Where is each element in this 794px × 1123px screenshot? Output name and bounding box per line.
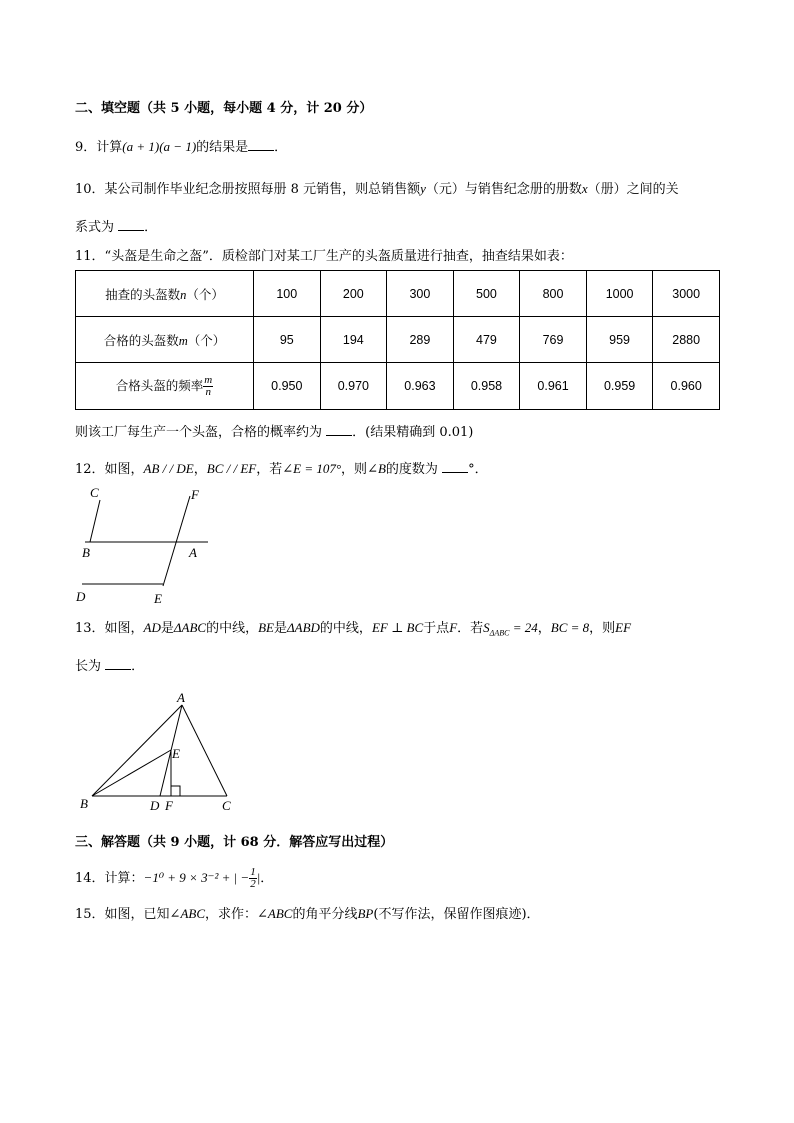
- q10-line2: 系式为: [75, 220, 115, 235]
- q11-after-a: 则该工厂每生产一个头盔，合格的概率约为: [75, 425, 323, 440]
- table-cell: 0.959: [586, 363, 653, 410]
- table-cell: 289: [387, 317, 454, 363]
- table-row-header: 合格的头盔数m（个）: [76, 317, 254, 363]
- label-e: E: [154, 591, 162, 606]
- q13-point-f: F: [449, 620, 458, 635]
- q13-p4: 是: [274, 621, 288, 636]
- label-f: F: [165, 798, 173, 813]
- q13-p5: 的中线，: [319, 621, 372, 636]
- section-title-solutions: 三、解答题（共 9 小题，计 68 分．解答应写出过程）: [75, 835, 394, 850]
- table-row: [76, 363, 720, 410]
- q15-suffix: (不写作法，保留作图痕迹)．: [373, 907, 540, 922]
- q12-suffix: 的度数为: [385, 462, 438, 477]
- table-cell: 959: [586, 317, 653, 363]
- table-row-header: 抽查的头盔数n（个）: [76, 271, 254, 317]
- q13-triangle-abc: ΔABC: [173, 620, 207, 635]
- q9-suffix: 的结果是: [196, 140, 249, 155]
- question-12: [75, 459, 488, 479]
- table-cell: 300: [387, 271, 454, 317]
- side-ab: [92, 705, 182, 796]
- table-cell: 0.963: [387, 363, 454, 410]
- q13-p7: ．若: [457, 621, 484, 636]
- q11-after-b: ．(结果精确到 0.01): [352, 425, 474, 440]
- q15-prefix: 15．如图，已知: [75, 907, 170, 922]
- table-cell: 0.961: [520, 363, 587, 410]
- q14-end: ．: [260, 871, 274, 886]
- q12-cond-ab-de: AB / / DE: [143, 461, 194, 476]
- q10-var-x: x: [581, 181, 588, 196]
- q13-triangle-abd: ΔABD: [287, 620, 320, 635]
- q10-answer-blank[interactable]: [118, 217, 144, 231]
- label-a: A: [189, 545, 197, 560]
- q13-p3: 的中线，: [206, 621, 259, 636]
- q12-cond-angle-e: ∠E = 107°: [282, 461, 342, 476]
- frequency-fraction: $\frac{m}{n}$: [204, 373, 213, 398]
- q13-end: ．: [131, 659, 145, 674]
- q15-bp: BP: [357, 906, 374, 921]
- label-f: F: [191, 487, 199, 502]
- label-c: C: [222, 798, 231, 813]
- q12-answer-blank[interactable]: [442, 459, 468, 473]
- table-cell: 194: [320, 317, 387, 363]
- table-cell: 95: [254, 317, 321, 363]
- label-c: C: [90, 485, 99, 500]
- question-11-after: [75, 422, 473, 442]
- table-row: [76, 271, 720, 317]
- q14-prefix: 14．计算：: [75, 871, 144, 886]
- q13-area: $S_{\Delta ABC} = 24$: [483, 620, 538, 638]
- q12-parallel-lines-figure: [70, 482, 220, 610]
- q13-answer-blank[interactable]: [105, 656, 131, 670]
- q13-ef: EF: [615, 620, 632, 635]
- q9-end: ．: [274, 140, 288, 155]
- table-row: [76, 317, 720, 363]
- table-cell: 0.958: [453, 363, 520, 410]
- q13-be: BE: [258, 620, 274, 635]
- q9-prefix: 9．计算: [75, 140, 123, 155]
- helmet-inspection-table: [75, 270, 720, 410]
- median-be: [92, 750, 171, 796]
- table-cell: 100: [254, 271, 321, 317]
- table-cell: 0.950: [254, 363, 321, 410]
- q14-fraction: $\frac{1}{2}$: [250, 866, 256, 890]
- q15-mid: ，求作：: [205, 907, 258, 922]
- q13-line2: 长为: [75, 659, 102, 674]
- question-10-line-1: [75, 180, 679, 199]
- question-13-line-1: [75, 619, 631, 643]
- q9-expression: (a + 1)(a − 1): [122, 139, 197, 154]
- label-d: D: [76, 589, 86, 604]
- q10-var-y: y: [420, 181, 426, 196]
- q9-answer-blank[interactable]: [248, 137, 274, 151]
- line-fe: [163, 496, 190, 586]
- q10-text-a: 10．某公司制作毕业纪念册按照每册 8 元销售，则总销售额: [75, 182, 421, 197]
- q13-ef-perp-bc: EF ⊥ BC: [371, 620, 424, 635]
- label-b: B: [80, 796, 88, 811]
- section-title-fill-in: 二、填空题（共 5 小题，每小题 4 分，计 20 分）: [75, 101, 373, 116]
- q13-p9: ，则: [589, 621, 616, 636]
- table-cell: 200: [320, 271, 387, 317]
- q12-prefix: 12．如图，: [75, 462, 144, 477]
- table-cell: 0.960: [653, 363, 720, 410]
- table-cell: 2880: [653, 317, 720, 363]
- q12-mid2: ，则: [341, 462, 368, 477]
- question-13-line-2: [75, 656, 144, 676]
- q15-angle-abc-2: ∠ABC: [257, 906, 293, 921]
- q10-text-b: （元）与销售纪念册的册数: [425, 182, 582, 197]
- line-bc: [90, 500, 100, 542]
- q12-cond-bc-ef: BC / / EF: [206, 461, 257, 476]
- q11-answer-blank[interactable]: [326, 422, 352, 436]
- question-15: [75, 905, 540, 924]
- table-cell: 3000: [653, 271, 720, 317]
- question-9: [75, 137, 287, 157]
- q12-end: °．: [468, 462, 488, 477]
- q13-p6: 于点: [423, 621, 450, 636]
- right-angle-mark: [171, 786, 180, 796]
- table-cell: 800: [520, 271, 587, 317]
- table-cell: 479: [453, 317, 520, 363]
- question-11-intro: 11．“头盔是生命之盔”．质检部门对某工厂生产的头盔质量进行抽查，抽查结果如表：: [75, 249, 573, 264]
- label-e: E: [172, 746, 180, 761]
- q10-end: ．: [144, 220, 158, 235]
- question-10-line-2: [75, 217, 157, 237]
- q13-ad: AD: [143, 620, 161, 635]
- table-row-header: 合格头盔的频率 $\frac{m}{n}$: [76, 363, 254, 410]
- q13-bc-length: BC = 8: [550, 620, 590, 635]
- question-14: [75, 864, 273, 893]
- q13-p8: ，: [537, 621, 551, 636]
- side-ac: [182, 705, 227, 796]
- q14-expression-a: −1⁰ + 9 × 3⁻² + | −: [143, 870, 250, 885]
- q10-text-c: （册）之间的关: [587, 182, 679, 197]
- q14-expression-b: |: [256, 870, 261, 885]
- table-cell: 0.970: [320, 363, 387, 410]
- q12-sep: ，: [193, 462, 207, 477]
- q12-target-angle: ∠B: [367, 461, 386, 476]
- q13-p1: 13．如图，: [75, 621, 144, 636]
- label-d: D: [150, 798, 160, 813]
- table-cell: 769: [520, 317, 587, 363]
- label-b: B: [82, 545, 90, 560]
- q13-triangle-figure: [72, 688, 242, 816]
- table-cell: 1000: [586, 271, 653, 317]
- q13-p2: 是: [160, 621, 174, 636]
- q12-mid: ，若: [256, 462, 283, 477]
- q15-p2: 的角平分线: [292, 907, 358, 922]
- q15-angle-abc: ∠ABC: [169, 906, 205, 921]
- label-a: A: [177, 690, 185, 705]
- table-cell: 500: [453, 271, 520, 317]
